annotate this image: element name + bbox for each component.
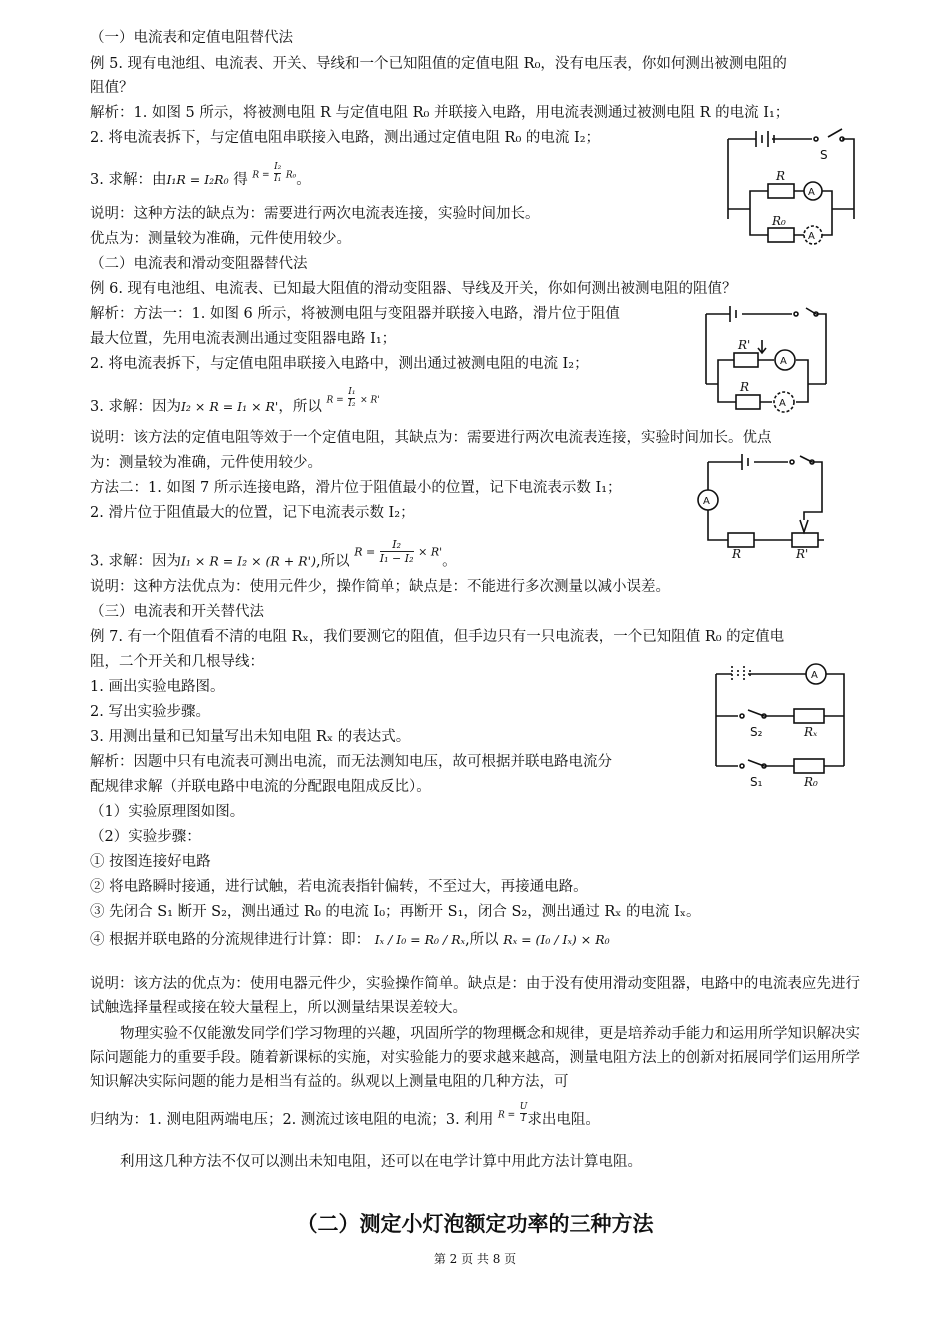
- example5-note2: 优点为：测量较为准确，元件使用较少。: [90, 231, 351, 247]
- example6-note1: 说明：该方法的定值电阻等效于一个定值电阻，其缺点为：需要进行两次电流表连接，实验时间加长。优点: [90, 430, 772, 446]
- ammeter-label: A: [779, 398, 786, 409]
- example7-task1: 1. 画出实验电路图。: [90, 679, 225, 695]
- example5-analysis1: 解析：1. 如图 5 所示，将被测电阻 R 与定值电阻 R₀ 并联接入电路，用电流表测通过被测电阻 R 的电流 I₁；: [90, 105, 790, 121]
- resistor-label: Rₓ: [804, 725, 818, 739]
- formula-i1r-i2r0: I₁R = I₂R₀: [166, 171, 229, 187]
- example7-line2: 阻，二个开关和几根导线：: [90, 654, 264, 670]
- text: 3. 求解：因为: [90, 398, 181, 415]
- switch-label: S: [820, 148, 828, 162]
- circuit-figure-7: [688, 452, 838, 564]
- text: 3. 求解：因为: [90, 553, 181, 570]
- summary-paragraph: 物理实验不仅能激发同学们学习物理的兴趣，巩固所学的物理概念和规律，更是培养动手能力和运用所学知识解决实际问题能力的重要手段。随着新课标的实施，对实验能力的要求越来越高，测量电阻方法上的创新对拓展同学们运用所学知识解决实际问题的能力是相当有益的。纵观以上测量电阻的几种方法，可: [90, 1026, 860, 1090]
- formula-r-ratio: [252, 162, 296, 186]
- text: 得: [233, 171, 248, 188]
- example6-solve1: [90, 387, 380, 419]
- circuit-figure-5: [722, 125, 860, 253]
- formula-lhs: R =: [497, 1110, 516, 1121]
- switch-label: S₁: [750, 775, 763, 789]
- example6-note3: 说明：这种方法优点为：使用元件少，操作简单；缺点是：不能进行多次测量以减小误差。: [90, 579, 670, 595]
- formula-tail: × R': [360, 395, 380, 406]
- formula-den: I: [521, 1114, 526, 1124]
- example6-analysis2: 2. 将电流表拆下，与定值电阻串联接入电路中，测出通过被测电阻的电流 I₂；: [90, 356, 589, 372]
- resistor-label: R: [732, 547, 742, 561]
- switch-label: S₂: [750, 725, 763, 739]
- formula-r-ratio: [354, 538, 442, 565]
- text: 。: [296, 171, 311, 188]
- resistor-label: R: [740, 380, 750, 394]
- example6-method2-2: 2. 滑片位于阻值最大的位置，记下电流表示数 I₂；: [90, 505, 415, 521]
- example7-analysis1: 解析：因题中只有电流表可测出电流，而无法测知电压，故可根据并联电路电流分: [90, 754, 612, 770]
- formula-lhs: R =: [354, 545, 376, 559]
- section-title-2: （二）电流表和滑动变阻器替代法: [90, 256, 308, 272]
- example6-note2: 为：测量较为准确，元件使用较少。: [90, 455, 322, 471]
- rheostat-label: R': [738, 338, 751, 352]
- resistor-label: R₀: [772, 214, 786, 228]
- circuit-figure-6: [700, 304, 832, 422]
- example6-method2-1: 方法二：1. 如图 7 所示连接电路，滑片位于阻值最小的位置，记下电流表示数 I₁；: [90, 480, 622, 496]
- ammeter-label: A: [703, 496, 710, 507]
- example6-analysis1: 解析：方法一：1. 如图 6 所示，将被测电阻与变阻器并联接入电路，滑片位于阻值: [90, 306, 620, 322]
- formula-den: I₁ − I₂: [379, 552, 414, 565]
- ammeter-label: A: [780, 356, 787, 367]
- formula-r-u-over-i: [498, 1102, 527, 1126]
- example6-solve2: [90, 538, 457, 575]
- example5-note1: 说明：这种方法的缺点为：需要进行两次电流表连接，实验时间加长。: [90, 206, 540, 222]
- text: 归纳为：1. 测电阻两端电压；2. 测流过该电阻的电流；3. 利用: [90, 1111, 494, 1128]
- section-title-1: （一）电流表和定值电阻替代法: [90, 30, 293, 46]
- section-heading: （二）测定小灯泡额定功率的三种方法: [296, 1212, 654, 1236]
- formula-num: U: [519, 1102, 528, 1112]
- circuit-figure-8: [708, 656, 858, 796]
- resistor-label: R₀: [804, 775, 818, 789]
- text: ,所以: [465, 932, 499, 948]
- rheostat-label: R': [796, 547, 809, 561]
- example7-step2: ② 将电路瞬时接通，进行试触，若电流表指针偏转，不至过大，再接通电路。: [90, 879, 588, 895]
- summary-note: 说明：该方法的优点为：使用电器元件少，实验操作简单。缺点是：由于没有使用滑动变阻器，电路中的电流表应先进行试触选择量程或接在较大量程上，所以测量结果误差较大。: [90, 976, 860, 1016]
- ammeter-label: A: [808, 187, 815, 198]
- text: ④ 根据并联电路的分流规律进行计算：即：: [90, 932, 371, 948]
- example7-task2: 2. 写出实验步骤。: [90, 704, 210, 720]
- example7-analysis2: 配规律求解（并联电路中电流的分配跟电阻成反比）。: [90, 779, 431, 795]
- formula-tail: R₀: [285, 170, 297, 181]
- example7-steps-title: （2）实验步骤：: [90, 829, 201, 845]
- example5-analysis2: 2. 将电流表拆下，与定值电阻串联接入电路，测出通过定值电阻 R₀ 的电流 I₂；: [90, 130, 601, 146]
- formula-num: I₁: [348, 387, 356, 397]
- example6-line1: 例 6. 现有电池组、电流表、已知最大阻值的滑动变阻器、导线及开关，你如何测出被测电阻的阻值？: [90, 281, 737, 297]
- formula-lhs: R =: [252, 170, 270, 181]
- formula-num: I₂: [274, 162, 282, 172]
- formula-den: I₂: [348, 399, 356, 409]
- formula-tail: × R': [418, 545, 443, 559]
- text: 。: [442, 553, 457, 570]
- text: 求出电阻。: [527, 1111, 600, 1128]
- formula-ix-i0: Iₓ / I₀ = R₀ / Rₓ: [374, 932, 466, 947]
- example7-step-intro: （1）实验原理图如图。: [90, 804, 245, 820]
- example7-line1: 例 7. 有一个阻值看不清的电阻 Rₓ，我们要测它的阻值，但手边只有一只电流表，一个已知阻值 R₀ 的定值电: [90, 629, 785, 645]
- formula-i2r-i1r: I₂ × R = I₁ × R': [180, 398, 279, 414]
- closing-paragraph: 利用这几种方法不仅可以测出未知电阻，还可以在电学计算中用此方法计算电阻。: [120, 1154, 642, 1170]
- summary-conclusion: [90, 1102, 600, 1132]
- example5-solve: [90, 162, 311, 192]
- ammeter-label: A: [808, 231, 815, 242]
- page-footer: 第 2 页 共 8 页: [433, 1252, 517, 1266]
- example5-line2: 阻值？: [90, 80, 134, 96]
- formula-num: I₂: [380, 538, 414, 552]
- formula-i1r-i2rr: I₁ × R = I₂ × (R + R'): [180, 553, 316, 569]
- example7-task3: 3. 用测出量和已知量写出未知电阻 Rₓ 的表达式。: [90, 729, 411, 745]
- example5-line1: 例 5. 现有电池组、电流表、开关、导线和一个已知阻值的定值电阻 R₀，没有电压表，你如何测出被测电阻的: [90, 56, 787, 72]
- text: 3. 求解：由: [90, 171, 167, 188]
- example7-step1: ① 按图连接好电路: [90, 854, 211, 870]
- section-title-3: （三）电流表和开关替代法: [90, 604, 264, 620]
- formula-lhs: R =: [326, 395, 344, 406]
- text: ，所以: [278, 398, 322, 415]
- formula-rx: Rₓ = (I₀ / Iₓ) × R₀: [503, 932, 610, 947]
- text: ,所以: [315, 553, 350, 570]
- resistor-label: R: [776, 169, 786, 183]
- example6-analysis1b: 最大位置，先用电流表测出通过变阻器电路 I₁；: [90, 331, 397, 347]
- formula-den: I₁: [274, 174, 282, 184]
- example7-step3: ③ 先闭合 S₁ 断开 S₂，测出通过 R₀ 的电流 I₀；再断开 S₁，闭合 S₂，测出通过 Rₓ 的电流 Iₓ。: [90, 904, 701, 920]
- formula-r-ratio: [326, 387, 379, 411]
- example7-step4: [90, 930, 610, 950]
- ammeter-label: A: [811, 670, 818, 681]
